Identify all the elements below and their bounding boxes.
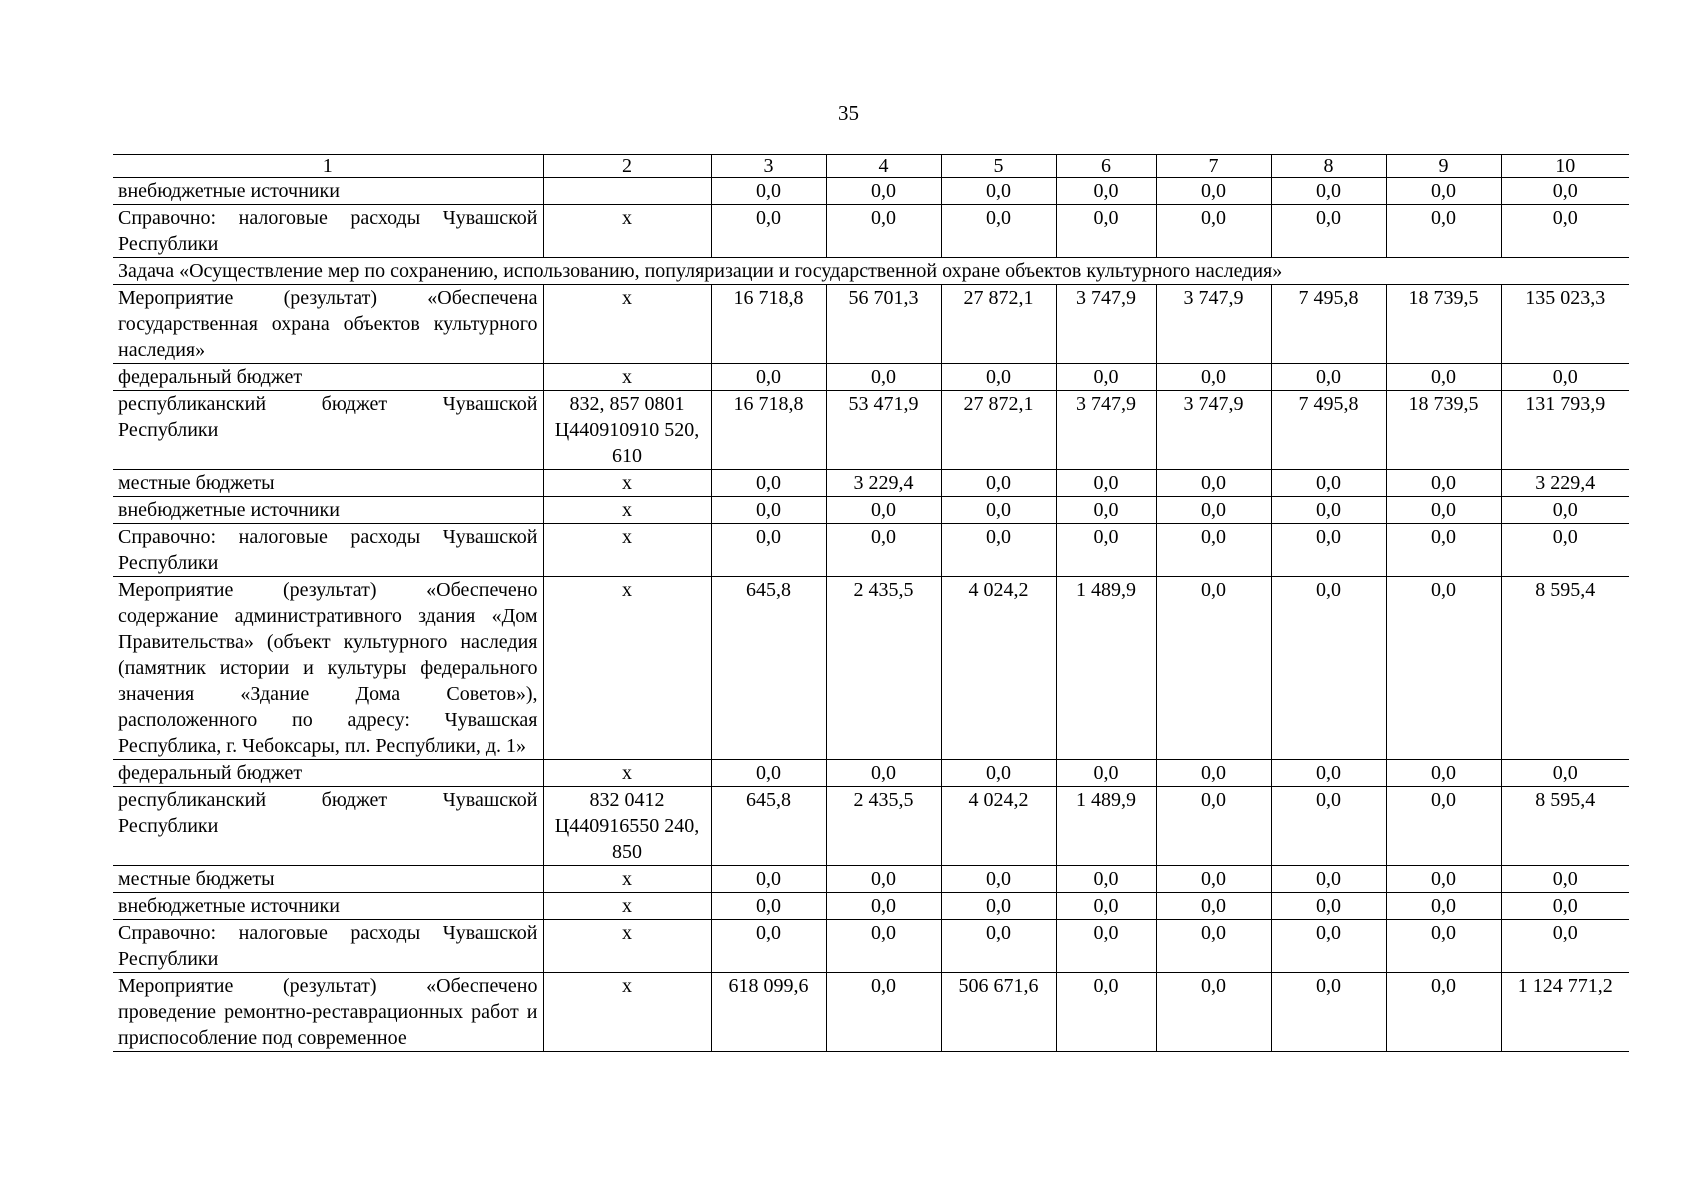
value-cell: 0,0 xyxy=(941,893,1056,920)
value-cell: 0,0 xyxy=(826,760,941,787)
row-name-cell: федеральный бюджет xyxy=(113,364,543,391)
value-cell: 4 024,2 xyxy=(941,787,1056,866)
table-row xyxy=(113,920,1629,973)
value-cell: 0,0 xyxy=(826,205,941,258)
value-cell: 0,0 xyxy=(1501,205,1629,258)
value-cell: 506 671,6 xyxy=(941,973,1056,1052)
value-cell: 0,0 xyxy=(941,524,1056,577)
table-row xyxy=(113,205,1629,258)
table-row xyxy=(113,364,1629,391)
value-cell: 3 229,4 xyxy=(1501,470,1629,497)
value-cell: 0,0 xyxy=(1156,973,1271,1052)
value-cell: 3 747,9 xyxy=(1156,285,1271,364)
value-cell: 0,0 xyxy=(1156,497,1271,524)
budget-code-cell: х xyxy=(543,920,711,973)
value-cell: 16 718,8 xyxy=(711,285,826,364)
value-cell: 18 739,5 xyxy=(1386,391,1501,470)
row-name-cell: внебюджетные источники xyxy=(113,893,543,920)
value-cell: 7 495,8 xyxy=(1271,285,1386,364)
value-cell: 0,0 xyxy=(1156,866,1271,893)
table-row xyxy=(113,893,1629,920)
value-cell: 0,0 xyxy=(1056,524,1156,577)
value-cell: 0,0 xyxy=(1386,973,1501,1052)
value-cell: 0,0 xyxy=(1056,470,1156,497)
budget-code-cell: х xyxy=(543,973,711,1052)
budget-code-cell: х xyxy=(543,893,711,920)
value-cell: 4 024,2 xyxy=(941,577,1056,760)
value-cell: 0,0 xyxy=(711,497,826,524)
task-row xyxy=(113,258,1629,285)
value-cell: 0,0 xyxy=(711,866,826,893)
value-cell: 0,0 xyxy=(1271,577,1386,760)
value-cell: 0,0 xyxy=(1501,893,1629,920)
value-cell: 3 747,9 xyxy=(1156,391,1271,470)
value-cell: 0,0 xyxy=(1271,787,1386,866)
value-cell: 0,0 xyxy=(1056,497,1156,524)
value-cell: 0,0 xyxy=(1386,866,1501,893)
value-cell: 0,0 xyxy=(1501,920,1629,973)
value-cell: 0,0 xyxy=(1156,178,1271,205)
value-cell: 0,0 xyxy=(711,920,826,973)
table-row xyxy=(113,178,1629,205)
column-header: 7 xyxy=(1156,155,1271,178)
value-cell: 0,0 xyxy=(1056,866,1156,893)
value-cell: 0,0 xyxy=(1501,760,1629,787)
row-name-cell: Справочно: налоговые расходы Чувашской Республики xyxy=(113,920,543,973)
value-cell: 0,0 xyxy=(1386,577,1501,760)
value-cell: 0,0 xyxy=(1056,364,1156,391)
value-cell: 0,0 xyxy=(711,364,826,391)
value-cell: 0,0 xyxy=(941,470,1056,497)
value-cell: 0,0 xyxy=(1501,524,1629,577)
value-cell: 0,0 xyxy=(1271,760,1386,787)
value-cell: 18 739,5 xyxy=(1386,285,1501,364)
table-row xyxy=(113,524,1629,577)
value-cell: 131 793,9 xyxy=(1501,391,1629,470)
value-cell: 7 495,8 xyxy=(1271,391,1386,470)
value-cell: 0,0 xyxy=(1056,178,1156,205)
budget-code-cell: х xyxy=(543,760,711,787)
value-cell: 0,0 xyxy=(1501,866,1629,893)
column-header: 4 xyxy=(826,155,941,178)
value-cell: 0,0 xyxy=(941,920,1056,973)
row-name-cell: местные бюджеты xyxy=(113,866,543,893)
value-cell: 0,0 xyxy=(1271,973,1386,1052)
budget-code-cell: х xyxy=(543,577,711,760)
value-cell: 0,0 xyxy=(711,470,826,497)
value-cell: 0,0 xyxy=(1386,893,1501,920)
page-number: 35 xyxy=(838,101,859,125)
budget-code-cell: х xyxy=(543,524,711,577)
value-cell: 0,0 xyxy=(826,973,941,1052)
column-header: 8 xyxy=(1271,155,1386,178)
budget-code-cell: х xyxy=(543,866,711,893)
budget-code-cell: х xyxy=(543,364,711,391)
value-cell: 0,0 xyxy=(1386,205,1501,258)
value-cell: 0,0 xyxy=(826,920,941,973)
value-cell: 0,0 xyxy=(1271,178,1386,205)
value-cell: 0,0 xyxy=(941,497,1056,524)
value-cell: 27 872,1 xyxy=(941,285,1056,364)
row-name-cell: Мероприятие (результат) «Обеспечено содержание административного здания «Дом Правительства» (объект культурного наследия (памятник истории и культуры федерального значения «Здание Дома Советов»), расположенного по адресу: Чувашская Республика, г. Чебоксары, пл. Республики, д. 1» xyxy=(113,577,543,760)
value-cell: 0,0 xyxy=(711,893,826,920)
value-cell: 0,0 xyxy=(1156,893,1271,920)
row-name-cell: внебюджетные источники xyxy=(113,178,543,205)
column-header: 2 xyxy=(543,155,711,178)
value-cell: 0,0 xyxy=(1386,760,1501,787)
budget-code-cell: х xyxy=(543,205,711,258)
row-name-cell: федеральный бюджет xyxy=(113,760,543,787)
table-row xyxy=(113,577,1629,760)
table-body xyxy=(113,155,1629,1052)
value-cell: 0,0 xyxy=(1156,524,1271,577)
value-cell: 0,0 xyxy=(1386,497,1501,524)
value-cell: 0,0 xyxy=(1501,364,1629,391)
value-cell: 0,0 xyxy=(1056,205,1156,258)
value-cell: 53 471,9 xyxy=(826,391,941,470)
value-cell: 0,0 xyxy=(826,364,941,391)
row-name-cell: внебюджетные источники xyxy=(113,497,543,524)
value-cell: 0,0 xyxy=(1501,178,1629,205)
task-title: Задача «Осуществление мер по сохранению, использованию, популяризации и государственной охране объектов культурного наследия» xyxy=(113,258,1629,285)
value-cell: 0,0 xyxy=(1386,524,1501,577)
row-name-cell: республиканский бюджет Чувашской Республики xyxy=(113,391,543,470)
value-cell: 0,0 xyxy=(1156,920,1271,973)
value-cell: 0,0 xyxy=(826,866,941,893)
budget-code-cell: 832 0412 Ц440916550 240, 850 xyxy=(543,787,711,866)
value-cell: 0,0 xyxy=(1156,787,1271,866)
value-cell: 0,0 xyxy=(711,205,826,258)
value-cell: 8 595,4 xyxy=(1501,787,1629,866)
value-cell: 0,0 xyxy=(941,760,1056,787)
value-cell: 0,0 xyxy=(941,866,1056,893)
value-cell: 0,0 xyxy=(1386,920,1501,973)
value-cell: 0,0 xyxy=(826,524,941,577)
value-cell: 0,0 xyxy=(826,893,941,920)
budget-code-cell: х xyxy=(543,470,711,497)
row-name-cell: Справочно: налоговые расходы Чувашской Республики xyxy=(113,205,543,258)
value-cell: 0,0 xyxy=(826,497,941,524)
value-cell: 0,0 xyxy=(1271,893,1386,920)
table-header-row xyxy=(113,155,1629,178)
value-cell: 645,8 xyxy=(711,787,826,866)
value-cell: 0,0 xyxy=(941,178,1056,205)
table-row xyxy=(113,973,1629,1052)
column-header: 10 xyxy=(1501,155,1629,178)
value-cell: 1 489,9 xyxy=(1056,787,1156,866)
value-cell: 0,0 xyxy=(711,178,826,205)
value-cell: 0,0 xyxy=(1156,470,1271,497)
value-cell: 56 701,3 xyxy=(826,285,941,364)
value-cell: 0,0 xyxy=(1156,205,1271,258)
value-cell: 0,0 xyxy=(1271,205,1386,258)
table-row xyxy=(113,285,1629,364)
value-cell: 27 872,1 xyxy=(941,391,1056,470)
value-cell: 0,0 xyxy=(826,178,941,205)
value-cell: 0,0 xyxy=(1271,364,1386,391)
value-cell: 0,0 xyxy=(1156,364,1271,391)
column-header: 5 xyxy=(941,155,1056,178)
value-cell: 3 229,4 xyxy=(826,470,941,497)
value-cell: 618 099,6 xyxy=(711,973,826,1052)
value-cell: 0,0 xyxy=(941,364,1056,391)
value-cell: 0,0 xyxy=(1056,920,1156,973)
table-row xyxy=(113,760,1629,787)
column-header: 1 xyxy=(113,155,543,178)
value-cell: 3 747,9 xyxy=(1056,391,1156,470)
budget-code-cell: х xyxy=(543,497,711,524)
value-cell: 0,0 xyxy=(1271,470,1386,497)
value-cell: 0,0 xyxy=(1056,760,1156,787)
value-cell: 0,0 xyxy=(1386,364,1501,391)
value-cell: 2 435,5 xyxy=(826,577,941,760)
table-row xyxy=(113,787,1629,866)
row-name-cell: местные бюджеты xyxy=(113,470,543,497)
table-row xyxy=(113,391,1629,470)
value-cell: 0,0 xyxy=(1386,178,1501,205)
budget-code-cell: 832, 857 0801 Ц440910910 520, 610 xyxy=(543,391,711,470)
value-cell: 8 595,4 xyxy=(1501,577,1629,760)
table-row xyxy=(113,866,1629,893)
value-cell: 1 124 771,2 xyxy=(1501,973,1629,1052)
row-name-cell: республиканский бюджет Чувашской Республики xyxy=(113,787,543,866)
table-row xyxy=(113,497,1629,524)
value-cell: 0,0 xyxy=(1386,787,1501,866)
value-cell: 0,0 xyxy=(1056,893,1156,920)
table-row xyxy=(113,470,1629,497)
value-cell: 0,0 xyxy=(1271,920,1386,973)
row-name-cell: Мероприятие (результат) «Обеспечено проведение ремонтно-реставрационных работ и приспособление под современное xyxy=(113,973,543,1052)
budget-code-cell xyxy=(543,178,711,205)
value-cell: 0,0 xyxy=(1156,760,1271,787)
column-header: 3 xyxy=(711,155,826,178)
row-name-cell: Справочно: налоговые расходы Чувашской Республики xyxy=(113,524,543,577)
value-cell: 0,0 xyxy=(1271,866,1386,893)
value-cell: 0,0 xyxy=(1271,524,1386,577)
budget-table xyxy=(113,154,1629,1052)
value-cell: 0,0 xyxy=(941,205,1056,258)
value-cell: 1 489,9 xyxy=(1056,577,1156,760)
value-cell: 2 435,5 xyxy=(826,787,941,866)
value-cell: 0,0 xyxy=(1386,470,1501,497)
column-header: 9 xyxy=(1386,155,1501,178)
value-cell: 0,0 xyxy=(711,524,826,577)
column-header: 6 xyxy=(1056,155,1156,178)
value-cell: 16 718,8 xyxy=(711,391,826,470)
row-name-cell: Мероприятие (результат) «Обеспечена государственная охрана объектов культурного наследия» xyxy=(113,285,543,364)
value-cell: 135 023,3 xyxy=(1501,285,1629,364)
budget-code-cell: х xyxy=(543,285,711,364)
value-cell: 0,0 xyxy=(1156,577,1271,760)
value-cell: 3 747,9 xyxy=(1056,285,1156,364)
value-cell: 0,0 xyxy=(1271,497,1386,524)
value-cell: 645,8 xyxy=(711,577,826,760)
value-cell: 0,0 xyxy=(711,760,826,787)
value-cell: 0,0 xyxy=(1056,973,1156,1052)
value-cell: 0,0 xyxy=(1501,497,1629,524)
